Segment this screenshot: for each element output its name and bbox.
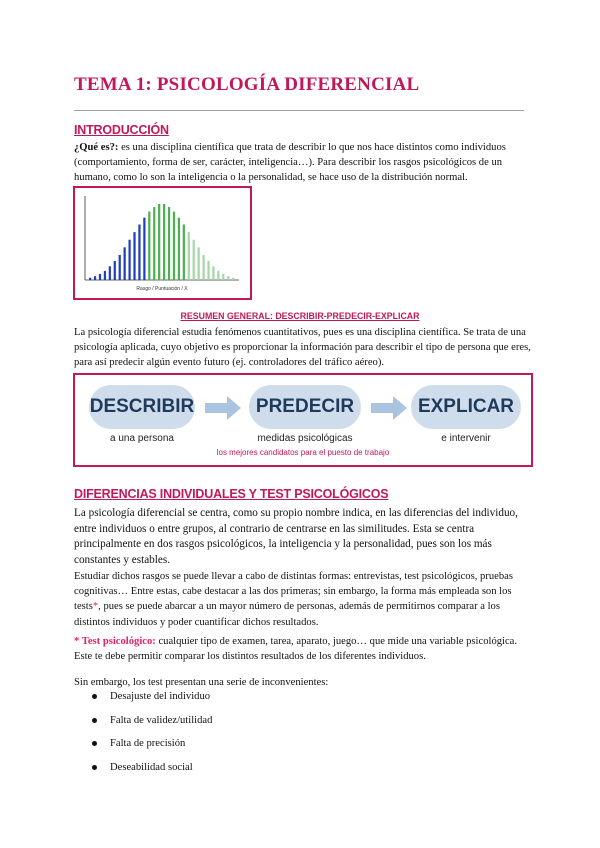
distribution-bar — [89, 278, 91, 280]
x-axis-caption: Rasgo / Puntuación / X — [136, 286, 188, 292]
asterisk-marker: * — [92, 601, 99, 613]
list-item: Falta de precisión — [74, 737, 534, 761]
test-note-text: cualquier tipo de examen, tarea, aparato, juego… que mide una variable psicológica. Este te debe permitir comparar los distintos resultados de los diferentes individuos. — [74, 636, 518, 663]
test-note — [74, 634, 536, 664]
distribution-bar — [163, 204, 165, 280]
intro-paragraph — [74, 140, 534, 186]
normal-distribution-figure — [73, 186, 252, 300]
arrow-icon — [203, 395, 243, 421]
distribution-bar — [217, 271, 219, 280]
distribution-bar — [202, 255, 204, 280]
distribution-bar — [138, 225, 140, 280]
drawbacks-list — [74, 690, 534, 784]
drawbacks-intro: Sin embargo, los test presentan una serie de inconvenientes: — [74, 677, 329, 688]
intro-heading: INTRODUCCIÓN — [74, 123, 169, 137]
distribution-bar — [94, 276, 96, 280]
distribution-bar — [143, 218, 145, 280]
caption-bottom: los mejores candidatos para el puesto de trabajo — [216, 448, 390, 457]
arrow-icon — [369, 395, 409, 421]
intro-text: es una disciplina científica que trata de describir lo que nos hace distintos como individuos (comportamiento, forma de ser, carácter, inteligencia…). Para describir los rasgos psicológicos de un humano, como lo son la inteligencia o la personalidad, se hace uso de la distribución normal. — [74, 142, 506, 184]
distribution-bar — [124, 247, 126, 280]
list-item: Desajuste del individuo — [74, 690, 534, 714]
differences-paragraph-1: La psicología diferencial se centra, como su propio nombre indica, en las diferencias del individuo, entre individuos o entre grupos, al contrario de centrarse en las similitudes. Esta se centra principalmente en dos rasgos psicológicos, la inteligencia y la personalidad, pues son los más constantes y estables. — [74, 507, 518, 566]
distribution-bar — [212, 266, 214, 280]
distribution-bar — [128, 240, 130, 280]
intro-lead: ¿Qué es?: — [74, 142, 119, 153]
caption-predecir: medidas psicológicas — [257, 433, 353, 444]
caption-explicar: e intervenir — [441, 433, 491, 444]
step-describir: DESCRIBIR — [89, 385, 195, 429]
title-divider — [74, 110, 524, 111]
distribution-chart — [83, 194, 241, 292]
distribution-bar — [232, 278, 234, 280]
differences-paragraph-2 — [74, 569, 536, 630]
distribution-bar — [133, 232, 135, 280]
distribution-bar — [222, 274, 224, 280]
distribution-bar — [188, 232, 190, 280]
distribution-bar — [119, 255, 121, 280]
list-item: Falta de validez/utilidad — [74, 714, 534, 738]
distribution-bar — [183, 225, 185, 280]
step-explicar: EXPLICAR — [411, 385, 521, 429]
distribution-bar — [173, 212, 175, 280]
test-note-lead: * Test psicológico: — [74, 636, 156, 647]
step-predecir: PREDECIR — [249, 385, 361, 429]
distribution-bar — [153, 207, 155, 280]
distribution-bar — [207, 261, 209, 280]
summary-heading: RESUMEN GENERAL: DESCRIBIR-PREDECIR-EXPLICAR — [180, 311, 420, 321]
distribution-bar — [114, 261, 116, 280]
differences-p2-a: Estudiar dichos rasgos se puede llevar a cabo de distintas formas: entrevistas, test psicológicos, pruebas cognitivas… Entre estas, cabe destacar a las dos primeras; sin embargo, la forma más empleada son los tests — [74, 571, 513, 613]
distribution-bar — [227, 276, 229, 280]
differences-p2-b: , pues se puede abarcar a un mayor número de personas, además de permitirnos comparar a los distintos individuos y poder cuantificar dichos resultados. — [74, 601, 500, 628]
distribution-bar — [198, 247, 200, 280]
distribution-bar — [148, 212, 150, 280]
summary-paragraph: La psicología diferencial estudia fenómenos cuantitativos, pues es una disciplina científica. Se trata de una psicología aplicada, cuyo objetivo es proporcionar la información para describir el tipo de persona que eres, para así predecir algún evento futuro (ej. controladores del tráfico aéreo). — [74, 327, 531, 369]
differences-heading: DIFERENCIAS INDIVIDUALES Y TEST PSICOLÓGICOS — [74, 487, 389, 501]
distribution-bar — [178, 218, 180, 280]
flow-diagram — [73, 373, 533, 467]
distribution-bar — [99, 274, 101, 280]
distribution-bar — [168, 207, 170, 280]
distribution-bar — [193, 240, 195, 280]
caption-describir: a una persona — [110, 433, 174, 444]
list-item: Deseabilidad social — [74, 761, 534, 785]
page-title: TEMA 1: PSICOLOGÍA DIFERENCIAL — [74, 74, 420, 95]
distribution-bar — [158, 204, 160, 280]
distribution-bar — [109, 266, 111, 280]
distribution-bar — [104, 271, 106, 280]
